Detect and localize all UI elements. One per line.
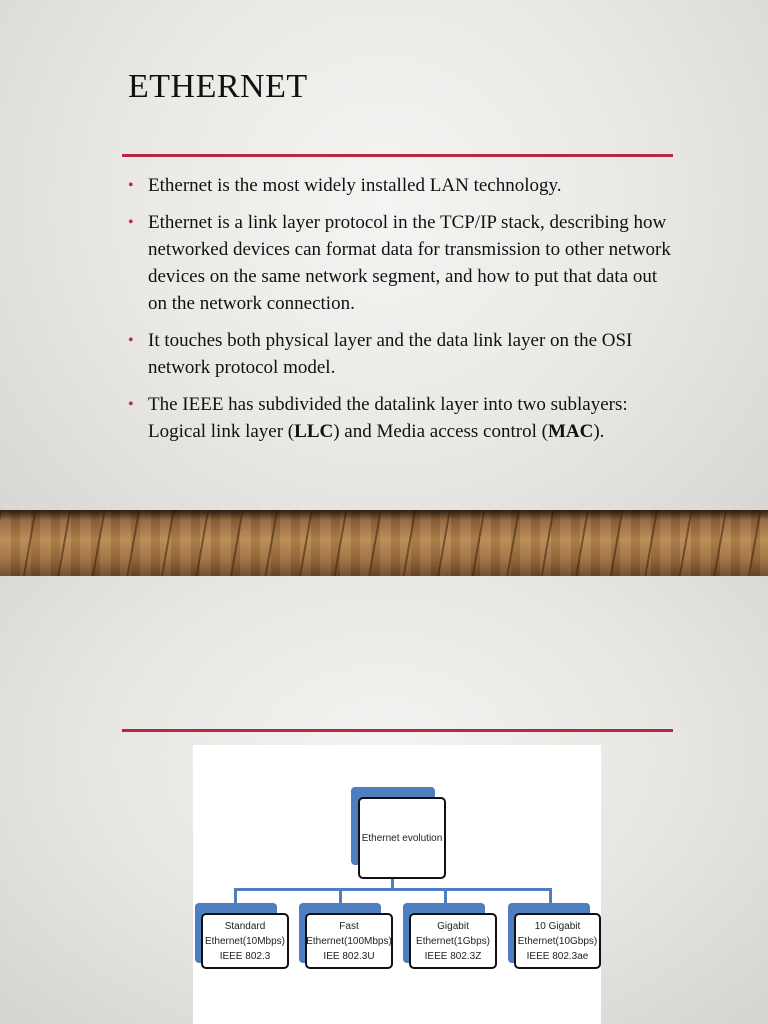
bullet-item bbox=[128, 327, 673, 381]
node-line: Ethernet(10Gbps) bbox=[517, 935, 598, 947]
node-line: 10 Gigabit bbox=[534, 920, 581, 932]
connector-line bbox=[339, 888, 342, 904]
bullet-item bbox=[128, 172, 673, 199]
node-line: IEEE 802.3 bbox=[219, 950, 271, 962]
title-divider bbox=[122, 729, 673, 732]
connector-line bbox=[549, 888, 552, 904]
connector-line bbox=[444, 888, 447, 904]
node-line: Ethernet(100Mbps) bbox=[306, 935, 392, 947]
node-line: IEEE 802.3Z bbox=[424, 950, 482, 962]
connector-line bbox=[234, 888, 237, 904]
bullet-text-mid: ) and Media access control ( bbox=[333, 421, 548, 442]
node-line: IEEE 802.3ae bbox=[526, 950, 589, 962]
slide-title: ETHERNET bbox=[128, 68, 308, 105]
bullet-text-post: ). bbox=[593, 421, 605, 442]
node-line: Standard bbox=[224, 920, 266, 932]
bullet-dot-icon: • bbox=[128, 214, 134, 231]
title-divider bbox=[122, 154, 673, 157]
bullet-dot-icon: • bbox=[128, 332, 134, 349]
bullet-dot-icon: • bbox=[128, 177, 134, 194]
connector-line bbox=[234, 888, 552, 891]
bullet-bold-llc: LLC bbox=[294, 421, 334, 442]
bullet-bold-mac: MAC bbox=[547, 421, 594, 442]
bullet-item bbox=[128, 391, 673, 445]
node-line: Ethernet(10Mbps) bbox=[204, 935, 286, 947]
bullet-text: It touches both physical layer and the data link layer on the OSI network protocol model. bbox=[148, 330, 633, 378]
bullet-dot-icon: • bbox=[128, 396, 134, 413]
root-label: Ethernet evolution bbox=[358, 797, 446, 879]
wood-floor-decoration bbox=[0, 510, 768, 576]
bullet-text-pre: The IEEE has subdivided the datalink layer into two sublayers: Logical link layer ( bbox=[148, 394, 628, 442]
node-line: Ethernet(1Gbps) bbox=[416, 935, 490, 947]
bullet-item bbox=[128, 209, 673, 317]
bullet-text: Ethernet is a link layer protocol in the TCP/IP stack, describing how networked devices can format data for transmission to other network devices on the same network segment, and how to put that data out on the network connection. bbox=[148, 212, 671, 314]
ethernet-evolution-diagram bbox=[193, 745, 601, 1024]
node-line: Gigabit bbox=[437, 920, 469, 932]
bullet-list bbox=[128, 172, 673, 455]
bullet-text: Ethernet is the most widely installed LAN technology. bbox=[148, 175, 562, 196]
node-line: Fast bbox=[339, 920, 359, 932]
node-line: IEE 802.3U bbox=[323, 950, 375, 962]
